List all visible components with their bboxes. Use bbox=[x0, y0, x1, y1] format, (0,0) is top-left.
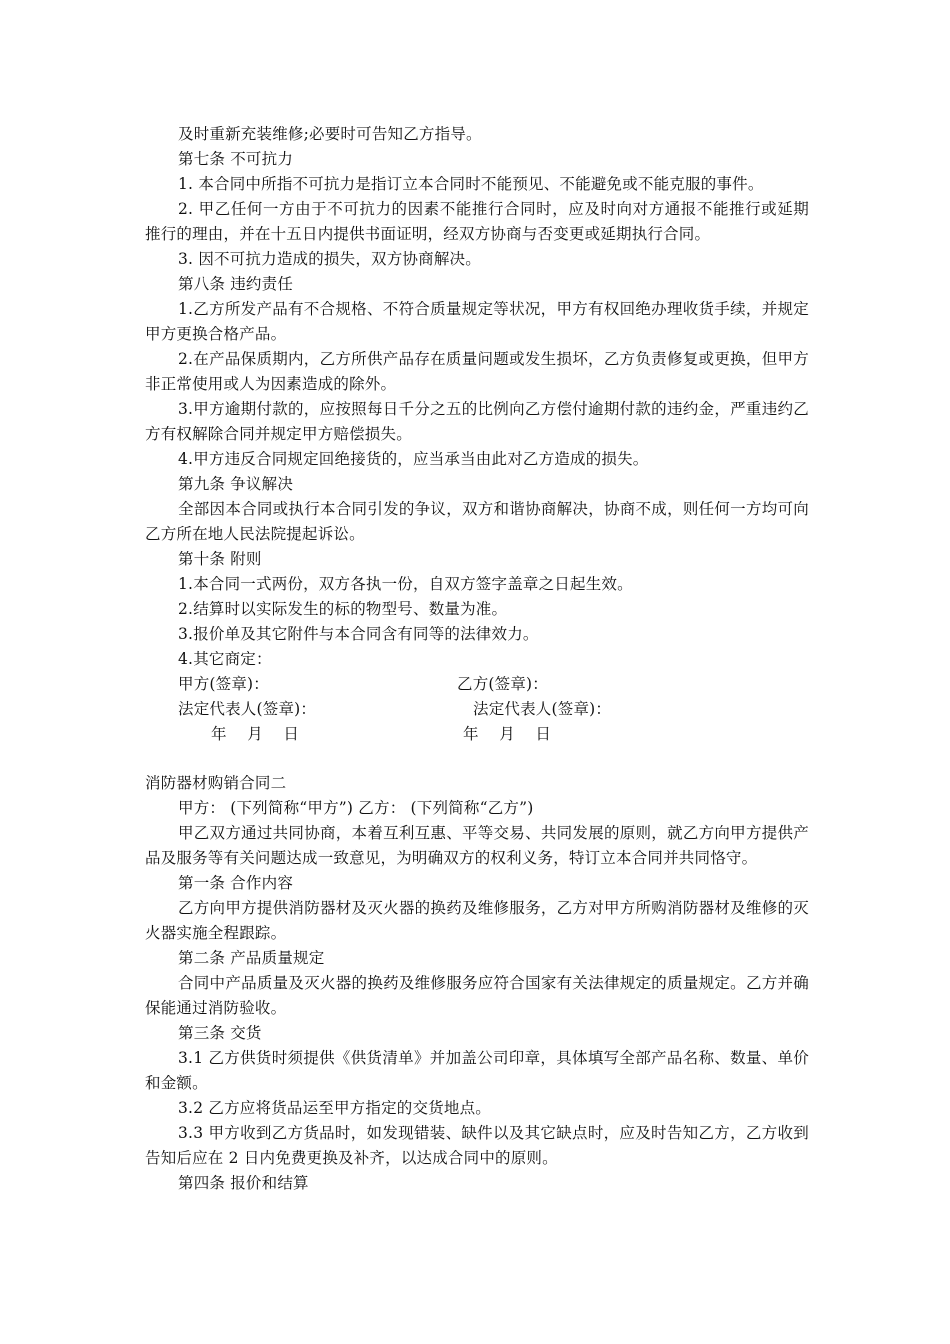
article-heading-2-1: 第一条 合作内容 bbox=[178, 874, 294, 892]
clause-7-3: 3. 因不可抗力造成的损失，双方协商解决。 bbox=[178, 250, 481, 268]
article-heading-7: 第七条 不可抗力 bbox=[178, 150, 294, 168]
article-heading-2-2: 第二条 产品质量规定 bbox=[178, 949, 325, 967]
party-b-signature-label: 乙方(签章)： bbox=[457, 675, 548, 693]
clause-10-2: 2.结算时以实际发生的标的物型号、数量为准。 bbox=[178, 600, 508, 618]
clause-7-2: 2. 甲乙任何一方由于不可抗力的因素不能推行合同时，应及时向对方通报不能推行或延期推行的理由，并在十五日内提供书面证明，经双方协商与否变更或延期执行合同。 bbox=[145, 200, 809, 243]
article-heading-2-3: 第三条 交货 bbox=[178, 1024, 262, 1042]
clause-2-3-1: 3.1 乙方供货时须提供《供货清单》并加盖公司印章，具体填写全部产品名称、数量、单价和金额。 bbox=[145, 1049, 809, 1092]
clause-10-3: 3.报价单及其它附件与本合同含有同等的法律效力。 bbox=[178, 625, 539, 643]
party-a-date: 年 月 日 bbox=[211, 725, 300, 743]
clause-8-2: 2.在产品保质期内，乙方所供产品存在质量问题或发生损坏，乙方负责修复或更换，但甲方非正常使用或人为因素造成的除外。 bbox=[145, 350, 809, 393]
clause-2-2: 合同中产品质量及灭火器的换药及维修服务应符合国家有关法律规定的质量规定。乙方并确保能通过消防验收。 bbox=[145, 974, 809, 1017]
signature-row bbox=[145, 672, 809, 697]
paragraph: 及时重新充装维修;必要时可告知乙方指导。 bbox=[178, 125, 482, 143]
clause-2-3-2: 3.2 乙方应将货品运至甲方指定的交货地点。 bbox=[178, 1099, 491, 1117]
party-a-representative-label: 法定代表人(签章)： bbox=[178, 700, 317, 718]
clause-8-3: 3.甲方逾期付款的，应按照每日千分之五的比例向乙方偿付逾期付款的违约金，严重违约乙方有权解除合同并规定甲方赔偿损失。 bbox=[145, 400, 809, 443]
contract-title-2: 消防器材购销合同二 bbox=[145, 774, 287, 792]
document-body bbox=[145, 122, 809, 1196]
article-heading-9: 第九条 争议解决 bbox=[178, 475, 294, 493]
section-spacer bbox=[145, 747, 809, 771]
intro-paragraph: 甲乙双方通过共同协商，本着互利互惠、平等交易、共同发展的原则，就乙方向甲方提供产品及服务等有关问题达成一致意见，为明确双方的权利义务，特订立本合同并共同恪守。 bbox=[145, 824, 809, 867]
clause-10-1: 1.本合同一式两份，双方各执一份，自双方签字盖章之日起生效。 bbox=[178, 575, 633, 593]
article-heading-2-4: 第四条 报价和结算 bbox=[178, 1174, 309, 1192]
clause-9-1: 全部因本合同或执行本合同引发的争议，双方和谐协商解决，协商不成，则任何一方均可向乙方所在地人民法院提起诉讼。 bbox=[145, 500, 809, 543]
clause-2-1: 乙方向甲方提供消防器材及灭火器的换药及维修服务，乙方对甲方所购消防器材及维修的灭火器实施全程跟踪。 bbox=[145, 899, 809, 942]
clause-10-4: 4.其它商定： bbox=[178, 650, 272, 668]
party-b-representative-label: 法定代表人(签章)： bbox=[473, 700, 612, 718]
clause-8-4: 4.甲方违反合同规定回绝接货的，应当承当由此对乙方造成的损失。 bbox=[178, 450, 649, 468]
party-b-date: 年 月 日 bbox=[463, 725, 552, 743]
article-heading-8: 第八条 违约责任 bbox=[178, 275, 294, 293]
representative-row bbox=[145, 697, 809, 722]
party-a-signature-label: 甲方(签章)： bbox=[178, 675, 269, 693]
clause-8-1: 1.乙方所发产品有不合规格、不符合质量规定等状况，甲方有权回绝办理收货手续，并规定甲方更换合格产品。 bbox=[145, 300, 809, 343]
date-row bbox=[145, 722, 809, 747]
article-heading-10: 第十条 附则 bbox=[178, 550, 262, 568]
clause-2-3-3: 3.3 甲方收到乙方货品时，如发现错装、缺件以及其它缺点时，应及时告知乙方，乙方收到告知后应在 2 日内免费更换及补齐，以达成合同中的原则。 bbox=[145, 1124, 809, 1167]
parties-line: 甲方： (下列简称“甲方”) 乙方： (下列简称“乙方”) bbox=[178, 799, 534, 817]
clause-7-1: 1. 本合同中所指不可抗力是指订立本合同时不能预见、不能避免或不能克服的事件。 bbox=[178, 175, 764, 193]
